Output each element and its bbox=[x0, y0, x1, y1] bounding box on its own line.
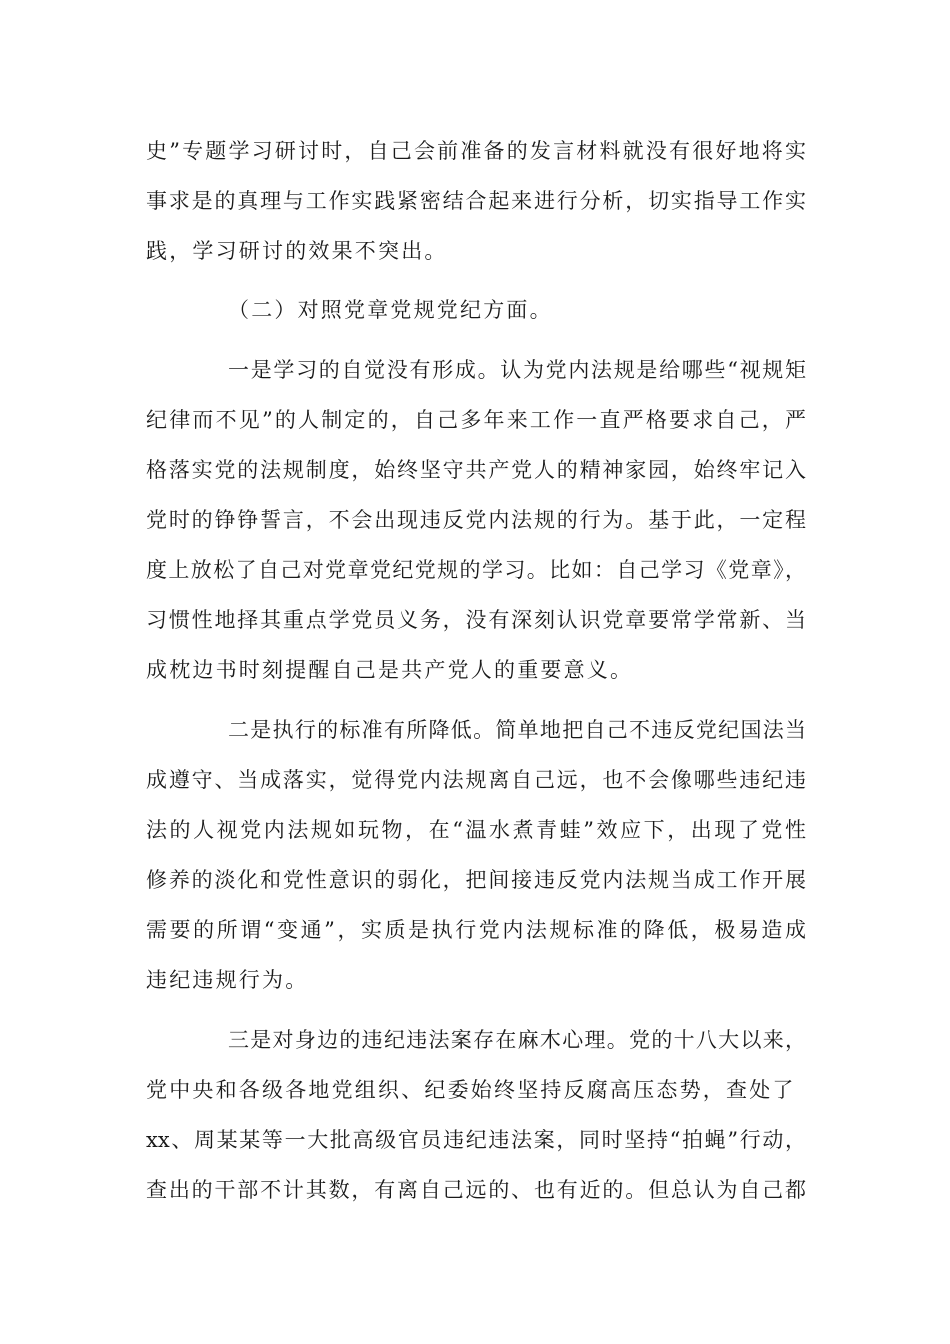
text-line: 需要的所谓“变通”，实质是执行党内法规标准的降低，极易造成 bbox=[146, 918, 806, 942]
text-line: 习惯性地择其重点学党员义务，没有深刻认识党章要常学常新、当 bbox=[146, 608, 806, 632]
text-line: xx、周某某等一大批高级官员违纪违法案，同时坚持“拍蝇”行动， bbox=[146, 1128, 806, 1152]
text-line: 事求是的真理与工作实践紧密结合起来进行分析，切实指导工作实 bbox=[146, 189, 806, 213]
text-line: 党时的铮铮誓言，不会出现违反党内法规的行为。基于此，一定程 bbox=[146, 508, 806, 532]
text-line: 一是学习的自觉没有形成。认为党内法规是给哪些“视规矩 bbox=[228, 358, 806, 382]
text-line: 践，学习研讨的效果不突出。 bbox=[146, 239, 448, 263]
text-line: 纪律而不见”的人制定的，自己多年来工作一直严格要求自己，严 bbox=[146, 408, 806, 432]
text-line: 三是对身边的违纪违法案存在麻木心理。党的十八大以来， bbox=[228, 1028, 806, 1052]
text-line: 党中央和各级各地党组织、纪委始终坚持反腐高压态势，查处了 bbox=[146, 1078, 796, 1102]
text-line: 格落实党的法规制度，始终坚守共产党人的精神家园，始终牢记入 bbox=[146, 458, 806, 482]
text-line: 史”专题学习研讨时，自己会前准备的发言材料就没有很好地将实 bbox=[146, 139, 806, 163]
text-line: 成枕边书时刻提醒自己是共产党人的重要意义。 bbox=[146, 658, 634, 682]
section-heading: （二）对照党章党规党纪方面。 bbox=[228, 298, 553, 322]
text-line: 度上放松了自己对党章党纪党规的学习。比如：自己学习《党章》， bbox=[146, 558, 806, 582]
text-line: 查出的干部不计其数，有离自己远的、也有近的。但总认为自己都 bbox=[146, 1178, 806, 1202]
text-line: 法的人视党内法规如玩物，在“温水煮青蛙”效应下，出现了党性 bbox=[146, 818, 806, 842]
text-line: 成遵守、当成落实，觉得党内法规离自己远，也不会像哪些违纪违 bbox=[146, 768, 806, 792]
text-line: 违纪违规行为。 bbox=[146, 968, 309, 992]
text-line: 修养的淡化和党性意识的弱化，把间接违反党内法规当成工作开展 bbox=[146, 868, 806, 892]
text-line: 二是执行的标准有所降低。简单地把自己不违反党纪国法当 bbox=[228, 718, 806, 742]
